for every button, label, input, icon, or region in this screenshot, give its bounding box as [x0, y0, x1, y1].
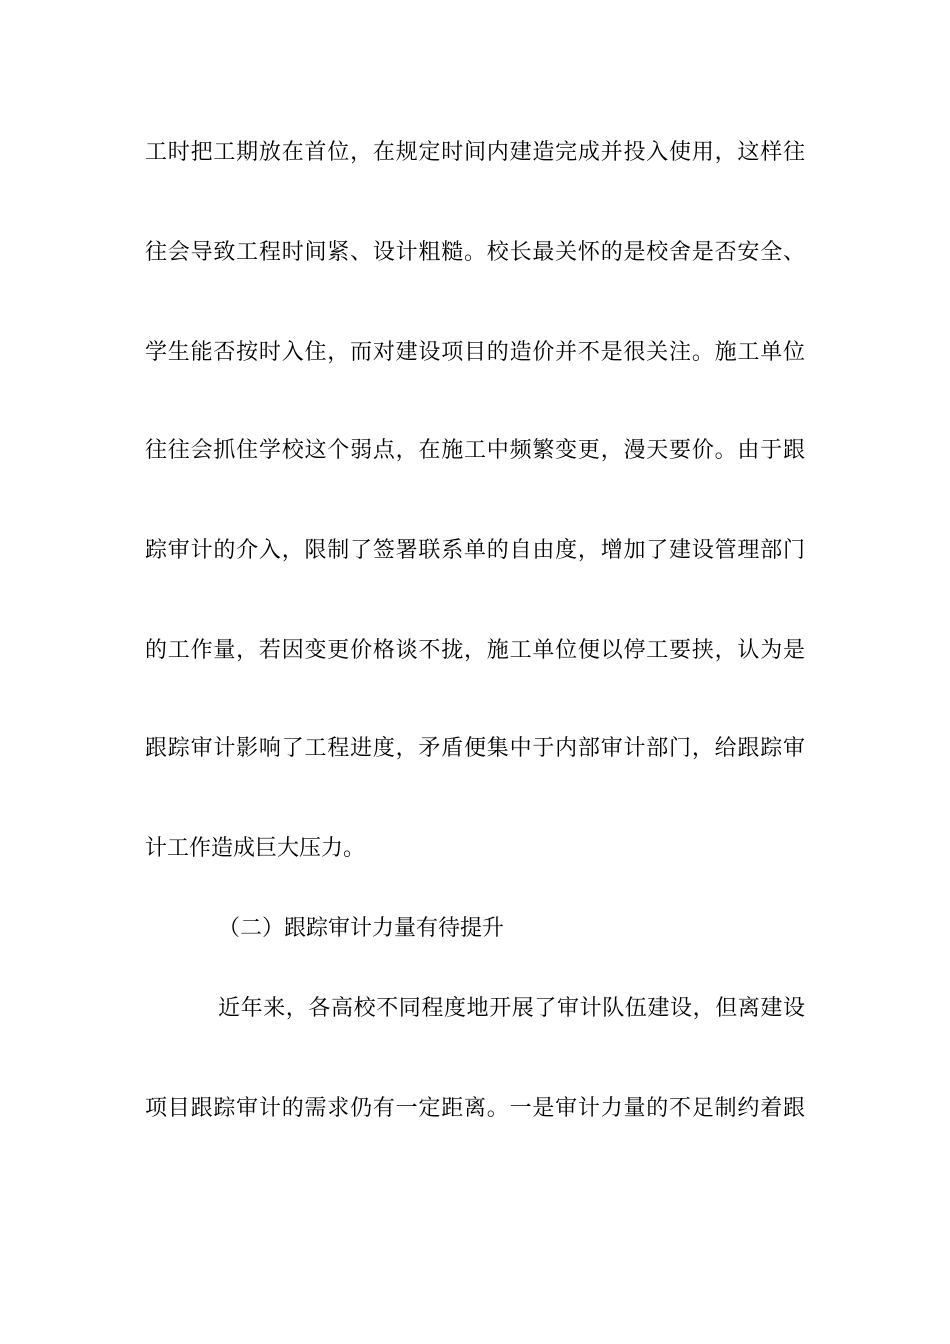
- paragraph-line: 学生能否按时入住，而对建设项目的造价并不是很关注。施工单位: [145, 340, 805, 365]
- paragraph-line: 踪审计的介入，限制了签署联系单的自由度，增加了建设管理部门: [145, 538, 805, 563]
- paragraph-line: 项目跟踪审计的需求仍有一定距离。一是审计力量的不足制约着跟: [145, 1096, 805, 1121]
- paragraph-line: 跟踪审计影响了工程进度，矛盾便集中于内部审计部门，给跟踪审: [145, 736, 805, 761]
- paragraph-line: 工时把工期放在首位，在规定时间内建造完成并投入使用，这样往: [145, 140, 805, 165]
- paragraph-line: 往往会抓住学校这个弱点，在施工中频繁变更，漫天要价。由于跟: [145, 438, 805, 463]
- paragraph-line: 的工作量，若因变更价格谈不拢，施工单位便以停工要挟，认为是: [145, 638, 805, 663]
- paragraph-line: 近年来，各高校不同程度地开展了审计队伍建设，但离建设: [218, 996, 805, 1021]
- paragraph-line: 计工作造成巨大压力。: [145, 836, 366, 861]
- paragraph-line: 往会导致工程时间紧、设计粗糙。校长最关怀的是校舍是否安全、: [145, 240, 805, 265]
- section-heading: （二）跟踪审计力量有待提升: [218, 916, 505, 941]
